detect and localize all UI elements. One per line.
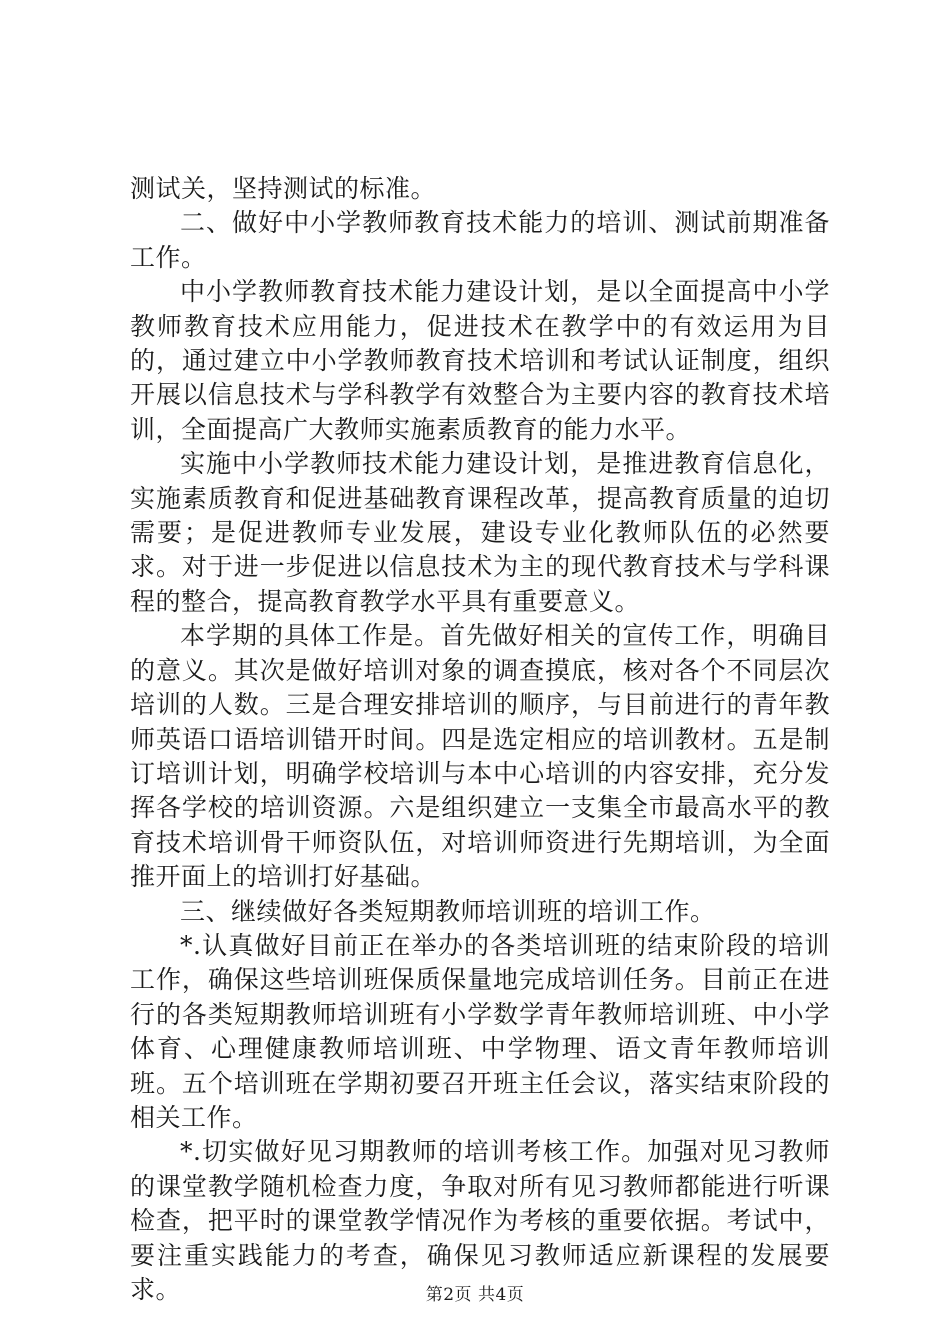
paragraph-5: 本学期的具体工作是。首先做好相关的宣传工作，明确目的意义。其次是做好培训对象的调查摸底，核对各个不同层次培训的人数。三是合理安排培训的顺序，与目前进行的青年教师英语口语培训错开时间。四是选定相应的培训教材。五是制订培训计划，明确学校培训与本中心培训的内容安排，充分发挥各学校的培训资源。六是组织建立一支集全市最高水平的教育技术培训骨干师资队伍，对培训师资进行先期培训，为全面推开面上的培训打好基础。	[130, 621, 830, 892]
page-number-footer: 第2页 共4页	[425, 1285, 525, 1305]
paragraph-7: *.认真做好目前正在举办的各类培训班的结束阶段的培训工作，确保这些培训班保质保量地完成培训任务。目前正在进行的各类短期教师培训班有小学数学青年教师培训班、中小学体育、心理健康教师培训班、中学物理、语文青年教师培训班。五个培训班在学期初要召开班主任会议，落实结束阶段的相关工作。	[130, 930, 830, 1132]
heading-section-3: 三、继续做好各类短期教师培训班的培训工作。	[180, 896, 716, 926]
paragraph-4: 实施中小学教师技术能力建设计划，是推进教育信息化，实施素质教育和促进基础教育课程改革，提高教育质量的迫切需要；是促进教师专业发展，建设专业化教师队伍的必然要求。对于进一步促进以信息技术为主的现代教育技术与学科课程的整合，提高教育教学水平具有重要意义。	[130, 449, 830, 616]
paragraph-3: 中小学教师教育技术能力建设计划，是以全面提高中小学教师教育技术应用能力，促进技术在教学中的有效运用为目的，通过建立中小学教师教育技术培训和考试认证制度，组织开展以信息技术与学科教学有效整合为主要内容的教育技术培训，全面提高广大教师实施素质教育的能力水平。	[130, 277, 830, 444]
paragraph-8: *.切实做好见习期教师的培训考核工作。加强对见习教师的课堂教学随机检查力度，争取对所有见习教师都能进行听课检查，把平时的课堂教学情况作为考核的重要依据。考试中，要注重实践能力的考查，确保见习教师适应新课程的发展要求。	[130, 1137, 830, 1304]
heading-section-2: 二、做好中小学教师教育技术能力的培训、测试前期准备工作。	[130, 208, 830, 272]
document-body	[130, 172, 830, 1307]
paragraph-1: 测试关，坚持测试的标准。	[130, 174, 437, 203]
